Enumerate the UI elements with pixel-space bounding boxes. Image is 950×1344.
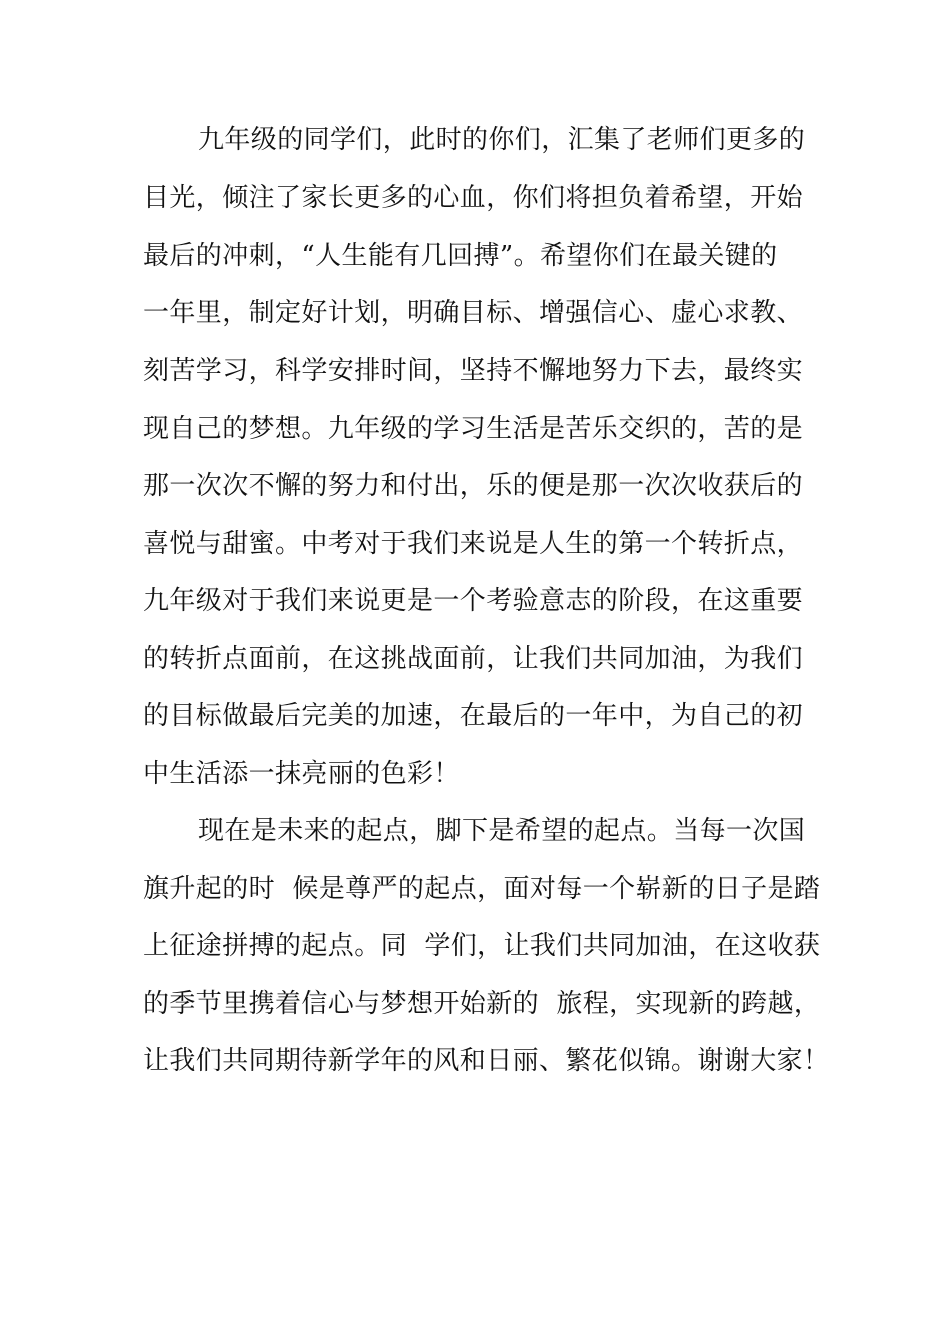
paragraph-2-line-3: 上征途拼搏的起点。同 学们，让我们共同加油，在这收获 <box>143 931 821 961</box>
paragraph-1-line-10: 的转折点面前，在这挑战面前，让我们共同加油，为我们 <box>143 644 804 674</box>
paragraph-2-line-4: 的季节里携着信心与梦想开始新的 旅程，实现新的跨越， <box>143 989 821 1019</box>
paragraph-1-line-9: 九年级对于我们来说更是一个考验意志的阶段，在这重要 <box>143 586 804 616</box>
paragraph-2-line-2: 旗升起的时 候是尊严的起点，面对每一个崭新的日子是踏 <box>143 874 821 904</box>
paragraph-2-line-5: 让我们共同期待新学年的风和日丽、繁花似锦。谢谢大家！ <box>143 1046 830 1076</box>
paragraph-1-line-3: 最后的冲刺，“人生能有几回搏”。希望你们在最关键的 <box>143 241 778 271</box>
paragraph-1-line-12: 中生活添一抹亮丽的色彩！ <box>143 759 460 789</box>
paragraph-1-line-7: 那一次次不懈的努力和付出，乐的便是那一次次收获后的 <box>143 471 804 501</box>
paragraph-1-line-5: 刻苦学习，科学安排时间，坚持不懈地努力下去，最终实 <box>143 356 804 386</box>
paragraph-1-line-4: 一年里，制定好计划，明确目标、增强信心、虚心求教、 <box>143 298 804 328</box>
paragraph-1-line-1: 九年级的同学们，此时的你们，汇集了老师们更多的 <box>198 125 806 155</box>
paragraph-1-line-6: 现自己的梦想。九年级的学习生活是苦乐交织的，苦的是 <box>143 414 804 444</box>
paragraph-1-line-2: 目光，倾注了家长更多的心血，你们将担负着希望，开始 <box>143 183 804 213</box>
paragraph-1-line-11: 的目标做最后完美的加速，在最后的一年中，为自己的初 <box>143 701 804 731</box>
paragraph-1-line-8: 喜悦与甜蜜。中考对于我们来说是人生的第一个转折点， <box>143 529 804 559</box>
paragraph-2-line-1: 现在是未来的起点，脚下是希望的起点。当每一次国 <box>198 816 806 846</box>
